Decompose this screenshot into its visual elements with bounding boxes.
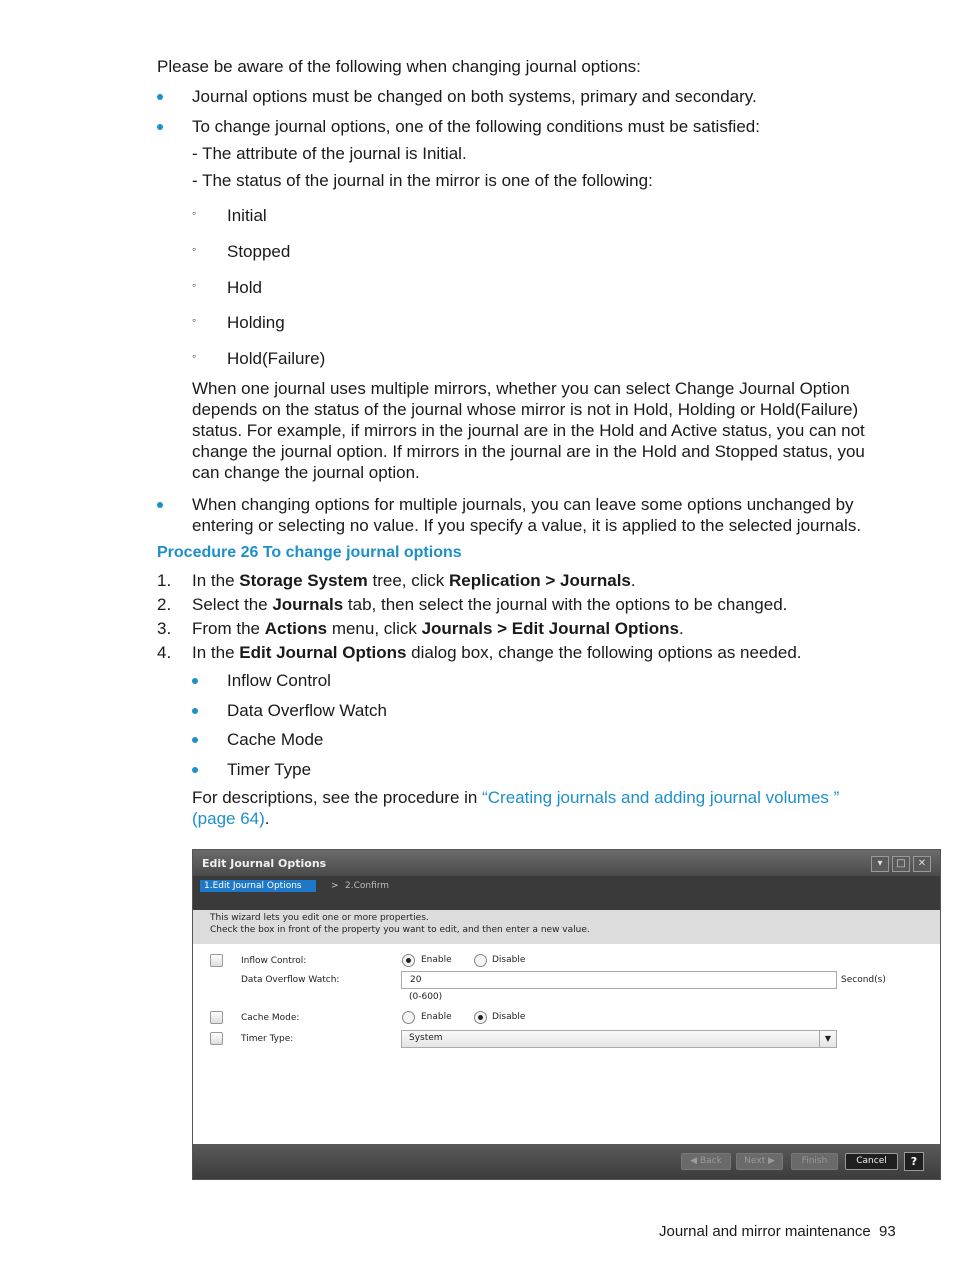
- data-overflow-watch-input[interactable]: [401, 971, 837, 989]
- wizard-step-next: 2.Confirm: [345, 881, 390, 891]
- step-number: 3.: [157, 619, 172, 638]
- finish-button[interactable]: Finish: [791, 1153, 838, 1170]
- bullet-text: When changing options for multiple journals, you can leave some options unchanged by entering or selecting no value. If you specify a value, it is applied to the selected journals.: [192, 495, 862, 535]
- overflow-unit-label: Second(s): [841, 975, 886, 985]
- step-bold-term: Edit Journal Options: [239, 643, 407, 662]
- step-text: [192, 618, 684, 639]
- bullet-dot-icon: [157, 124, 163, 130]
- wizard-step-current: 1.Edit Journal Options: [200, 880, 316, 892]
- procedure-title: Procedure 26 To change journal options: [157, 544, 462, 561]
- wizard-description: [193, 910, 940, 944]
- cancel-button[interactable]: Cancel: [845, 1153, 898, 1170]
- timer-type-label: Timer Type:: [241, 1034, 294, 1044]
- footer-section-title: Journal and mirror maintenance: [659, 1223, 871, 1240]
- step-text-part: .: [678, 619, 684, 638]
- circle-bullet-icon: ◦: [192, 242, 197, 256]
- description-suffix: .: [264, 809, 270, 828]
- step-bold-term: Actions: [264, 619, 328, 638]
- bullet-dot-icon: [192, 737, 198, 743]
- bullet-dot-icon: [157, 502, 163, 508]
- bullet-dot-icon: [192, 767, 198, 773]
- step-text-part: tree, click: [367, 571, 450, 590]
- step-text-part: In the: [192, 571, 240, 590]
- description-paragraph: [192, 787, 892, 829]
- page-number: 93: [879, 1223, 896, 1240]
- dialog-title: Edit Journal Options: [202, 857, 327, 870]
- mirror-note: When one journal uses multiple mirrors, whether you can select Change Journal Option depends on the status of the journal whose mirror is not in Hold, Holding or Hold(Failure) status. For example, if mirrors in the journal are in the Hold and Active status, you can not change the journal option. If mirrors in the journal are in the Hold and Stopped status, you can change the journal option.: [192, 379, 865, 482]
- step-bold-term: Replication > Journals: [449, 571, 631, 590]
- step-bold-term: Journals: [272, 595, 344, 614]
- timer-type-checkbox[interactable]: [210, 1032, 223, 1045]
- intro-text: Please be aware of the following when changing journal options:: [157, 57, 641, 76]
- status-text: Hold: [227, 278, 262, 297]
- condition-text: - The attribute of the journal is Initial.: [192, 144, 467, 163]
- step-bold-term: Storage System: [239, 571, 368, 590]
- overflow-range-hint: (0-600): [409, 992, 443, 1002]
- cache-disable-radio[interactable]: [474, 1011, 487, 1024]
- timer-type-select[interactable]: [401, 1030, 837, 1048]
- circle-bullet-icon: ◦: [192, 313, 197, 327]
- edit-journal-options-dialog: [192, 849, 941, 1180]
- cache-disable-label: Disable: [492, 1012, 526, 1022]
- inflow-enable-label: Enable: [421, 955, 452, 965]
- next-button[interactable]: Next ▶: [736, 1153, 783, 1170]
- inflow-control-label: Inflow Control:: [241, 956, 307, 966]
- step-text-part: tab, then select the journal with the options to be changed.: [343, 595, 788, 614]
- step-text: [192, 594, 787, 615]
- circle-bullet-icon: ◦: [192, 349, 197, 363]
- option-text: Timer Type: [227, 760, 312, 779]
- cache-mode-checkbox[interactable]: [210, 1011, 223, 1024]
- bullet-text: Journal options must be changed on both systems, primary and secondary.: [192, 87, 757, 106]
- dialog-footer: [193, 1144, 940, 1179]
- maximize-icon[interactable]: □: [892, 856, 910, 872]
- chevron-down-icon[interactable]: ▼: [819, 1031, 836, 1047]
- step-text-part: Select the: [192, 595, 273, 614]
- wizard-description-line: This wizard lets you edit one or more properties.: [210, 913, 429, 923]
- cache-enable-label: Enable: [421, 1012, 452, 1022]
- bullet-text: To change journal options, one of the following conditions must be satisfied:: [192, 117, 760, 136]
- status-text: Initial: [227, 206, 267, 225]
- circle-bullet-icon: ◦: [192, 206, 197, 220]
- inflow-disable-radio[interactable]: [474, 954, 487, 967]
- step-text-part: From the: [192, 619, 265, 638]
- circle-bullet-icon: ◦: [192, 278, 197, 292]
- status-text: Hold(Failure): [227, 349, 326, 368]
- pin-icon[interactable]: ▾: [871, 856, 889, 872]
- step-text: [192, 570, 636, 591]
- step-text-part: .: [630, 571, 636, 590]
- cross-reference-link[interactable]: “Creating journals and adding journal volumes ”: [482, 788, 840, 807]
- cache-enable-radio[interactable]: [402, 1011, 415, 1024]
- status-text: Holding: [227, 313, 285, 332]
- step-number: 4.: [157, 643, 172, 662]
- inflow-disable-label: Disable: [492, 955, 526, 965]
- cache-mode-label: Cache Mode:: [241, 1013, 300, 1023]
- data-overflow-watch-value: 20: [410, 975, 422, 985]
- condition-text: - The status of the journal in the mirror is one of the following:: [192, 171, 653, 190]
- step-text-part: In the: [192, 643, 240, 662]
- bullet-dot-icon: [157, 94, 163, 100]
- step-text: [192, 642, 802, 663]
- inflow-control-checkbox[interactable]: [210, 954, 223, 967]
- step-text-part: dialog box, change the following options as needed.: [406, 643, 802, 662]
- cross-reference-page-link[interactable]: (page 64): [192, 809, 265, 828]
- step-text-part: menu, click: [327, 619, 422, 638]
- timer-type-value: System: [409, 1033, 443, 1043]
- dialog-title-bar: [193, 850, 940, 876]
- close-icon[interactable]: ✕: [913, 856, 931, 872]
- wizard-steps: [193, 876, 940, 910]
- status-text: Stopped: [227, 242, 291, 261]
- step-number: 2.: [157, 595, 172, 614]
- data-overflow-watch-label: Data Overflow Watch:: [241, 975, 340, 985]
- help-button[interactable]: ?: [904, 1152, 924, 1171]
- bullet-dot-icon: [192, 708, 198, 714]
- option-text: Cache Mode: [227, 730, 324, 749]
- option-text: Inflow Control: [227, 671, 331, 690]
- wizard-step-separator: >: [331, 881, 339, 891]
- step-number: 1.: [157, 571, 172, 590]
- back-button[interactable]: ◀ Back: [681, 1153, 731, 1170]
- bullet-dot-icon: [192, 678, 198, 684]
- wizard-description-line: Check the box in front of the property you want to edit, and then enter a new value.: [210, 925, 590, 935]
- inflow-enable-radio[interactable]: [402, 954, 415, 967]
- description-prefix: For descriptions, see the procedure in: [192, 788, 483, 807]
- option-text: Data Overflow Watch: [227, 701, 387, 720]
- step-bold-term: Journals > Edit Journal Options: [421, 619, 679, 638]
